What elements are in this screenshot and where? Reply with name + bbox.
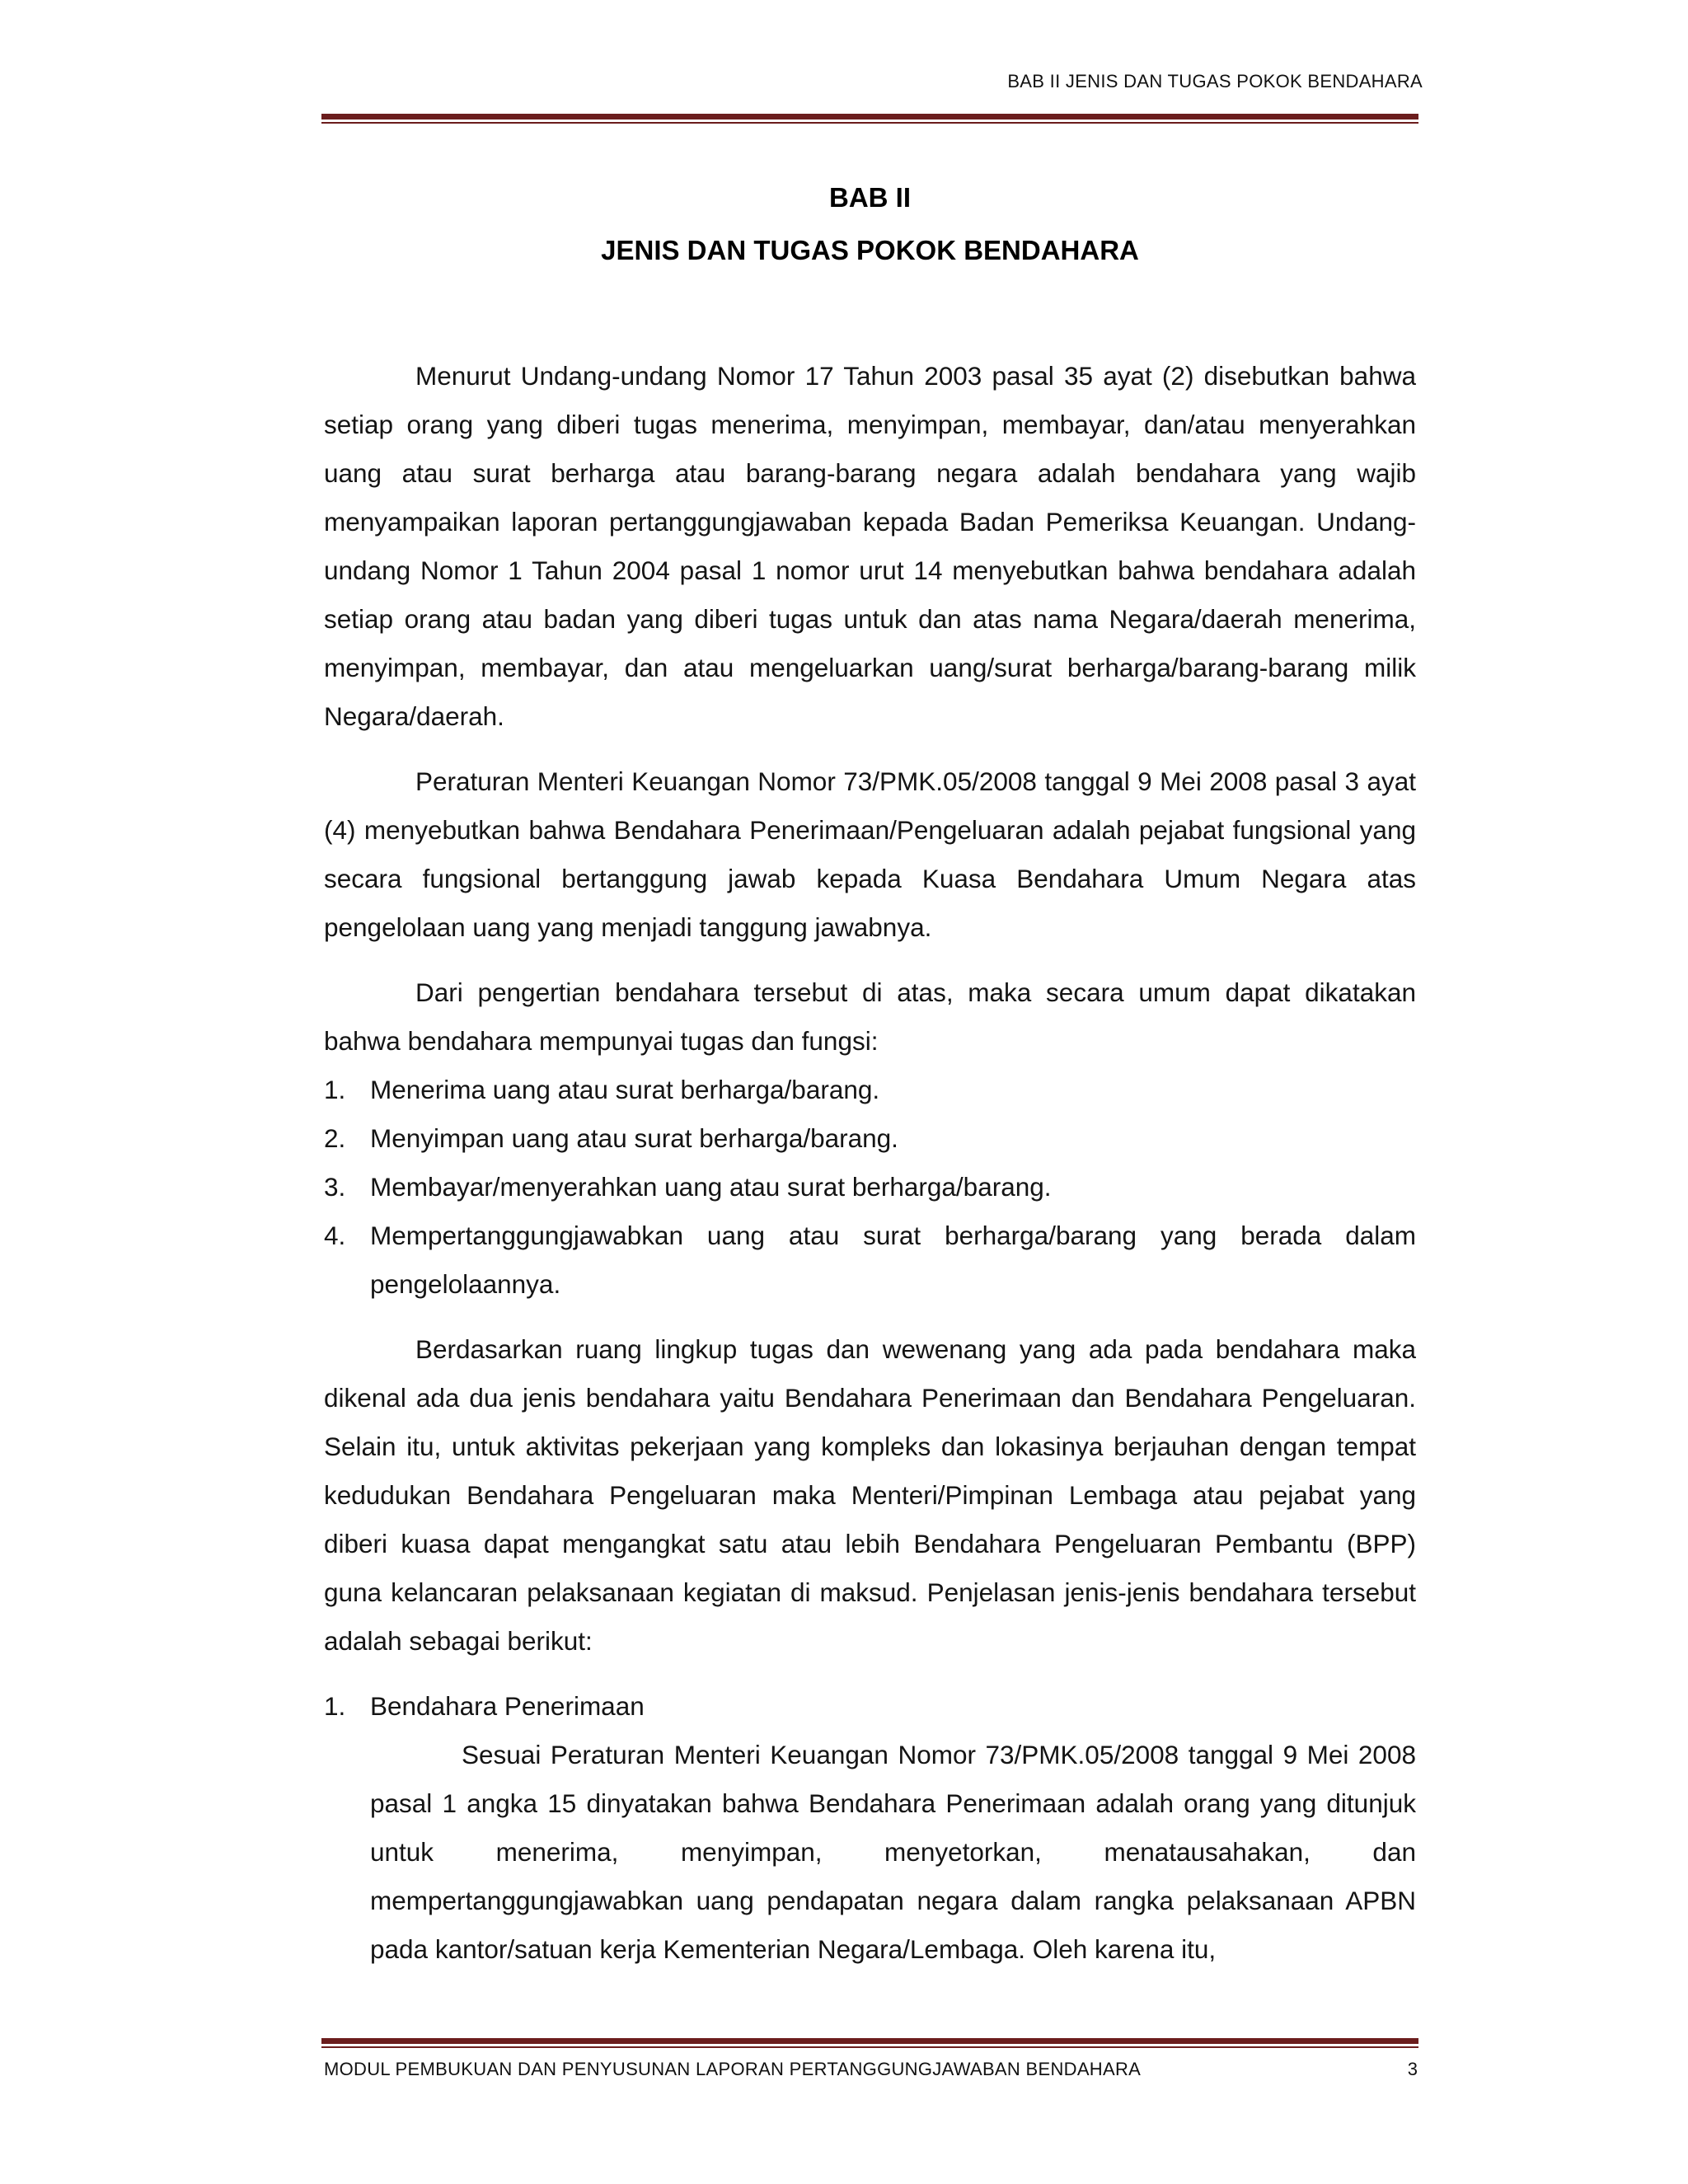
list-item-text: Mempertanggungjawabkan uang atau surat berharga/barang yang berada dalam pengelolaannya. <box>370 1221 1416 1299</box>
footer-module-title: MODUL PEMBUKUAN DAN PENYUSUNAN LAPORAN PERTANGGUNGJAWABAN BENDAHARA <box>324 2059 1142 2079</box>
chapter-number: BAB II <box>829 182 911 213</box>
list-item <box>324 1114 1416 1163</box>
document-body <box>324 352 1416 1974</box>
paragraph-pmk-regulation: Peraturan Menteri Keuangan Nomor 73/PMK.05/2008 tanggal 9 Mei 2008 pasal 3 ayat (4) menyebutkan bahwa Bendahara Penerimaan/Pengeluaran adalah pejabat fungsional yang secara fungsional bertanggung jawab kepada Kuasa Bendahara Umum Negara atas pengelolaan uang yang menjadi tanggung jawabnya. <box>324 766 1416 942</box>
header-rule-thick <box>321 114 1418 120</box>
list-item <box>324 1212 1416 1309</box>
list-item-text: Menerima uang atau surat berharga/barang. <box>370 1075 880 1104</box>
paragraph-duties-intro: Dari pengertian bendahara tersebut di atas, maka secara umum dapat dikatakan bahwa bendahara mempunyai tugas dan fungsi: <box>324 977 1416 1056</box>
duties-list <box>324 1066 1416 1309</box>
header-rule-thin <box>321 122 1418 124</box>
page-number: 3 <box>1407 2059 1418 2079</box>
footer-rule-thick <box>321 2038 1418 2044</box>
running-header: BAB II JENIS DAN TUGAS POKOK BENDAHARA <box>1007 71 1423 91</box>
list-item-text: Membayar/menyerahkan uang atau surat berharga/barang. <box>370 1172 1052 1202</box>
section-title: Bendahara Penerimaan <box>370 1691 645 1721</box>
section-number: 1. <box>324 1691 346 1721</box>
list-item-number: 4. <box>324 1221 346 1250</box>
list-item-number: 2. <box>324 1123 346 1153</box>
list-item-number: 1. <box>324 1075 346 1104</box>
paragraph-treasurer-types: Berdasarkan ruang lingkup tugas dan wewenang yang ada pada bendahara maka dikenal ada dua jenis bendahara yaitu Bendahara Penerimaan dan Bendahara Pengeluaran. Selain itu, untuk aktivitas pekerjaan yang kompleks dan lokasinya berjauhan dengan tempat kedudukan Bendahara Pengeluaran maka Menteri/Pimpinan Lembaga atau pejabat yang diberi kuasa dapat mengangkat satu atau lebih Bendahara Pengeluaran Pembantu (BPP) guna kelancaran pelaksanaan kegiatan di maksud. Penjelasan jenis-jenis bendahara tersebut adalah sebagai berikut: <box>324 1334 1416 1656</box>
list-item-text: Menyimpan uang atau surat berharga/barang. <box>370 1123 898 1153</box>
paragraph-bendahara-penerimaan: Sesuai Peraturan Menteri Keuangan Nomor 73/PMK.05/2008 tanggal 9 Mei 2008 pasal 1 angka 15 dinyatakan bahwa Bendahara Penerimaan adalah orang yang ditunjuk untuk menerima, menyimpan, menyetorkan, menatausahakan, dan mempertanggungjawabkan uang pendapatan negara dalam rangka pelaksanaan APBN pada kantor/satuan kerja Kementerian Negara/Lembaga. Oleh karena itu, <box>370 1740 1416 1964</box>
list-item-number: 3. <box>324 1172 346 1202</box>
list-item <box>324 1163 1416 1212</box>
chapter-title: JENIS DAN TUGAS POKOK BENDAHARA <box>601 235 1139 265</box>
paragraph-definition-law: Menurut Undang-undang Nomor 17 Tahun 2003 pasal 35 ayat (2) disebutkan bahwa setiap orang yang diberi tugas menerima, menyimpan, membayar, dan/atau menyerahkan uang atau surat berharga atau barang-barang negara adalah bendahara yang wajib menyampaikan laporan pertanggungjawaban kepada Badan Pemeriksa Keuangan. Undang-undang Nomor 1 Tahun 2004 pasal 1 nomor urut 14 menyebutkan bahwa bendahara adalah setiap orang atau badan yang diberi tugas untuk dan atas nama Negara/daerah menerima, menyimpan, membayar, dan atau mengeluarkan uang/surat berharga/barang-barang milik Negara/daerah. <box>324 361 1416 731</box>
footer-rule-thin <box>321 2046 1418 2048</box>
list-item <box>324 1066 1416 1114</box>
section-heading-bendahara-penerimaan <box>324 1682 1416 1731</box>
